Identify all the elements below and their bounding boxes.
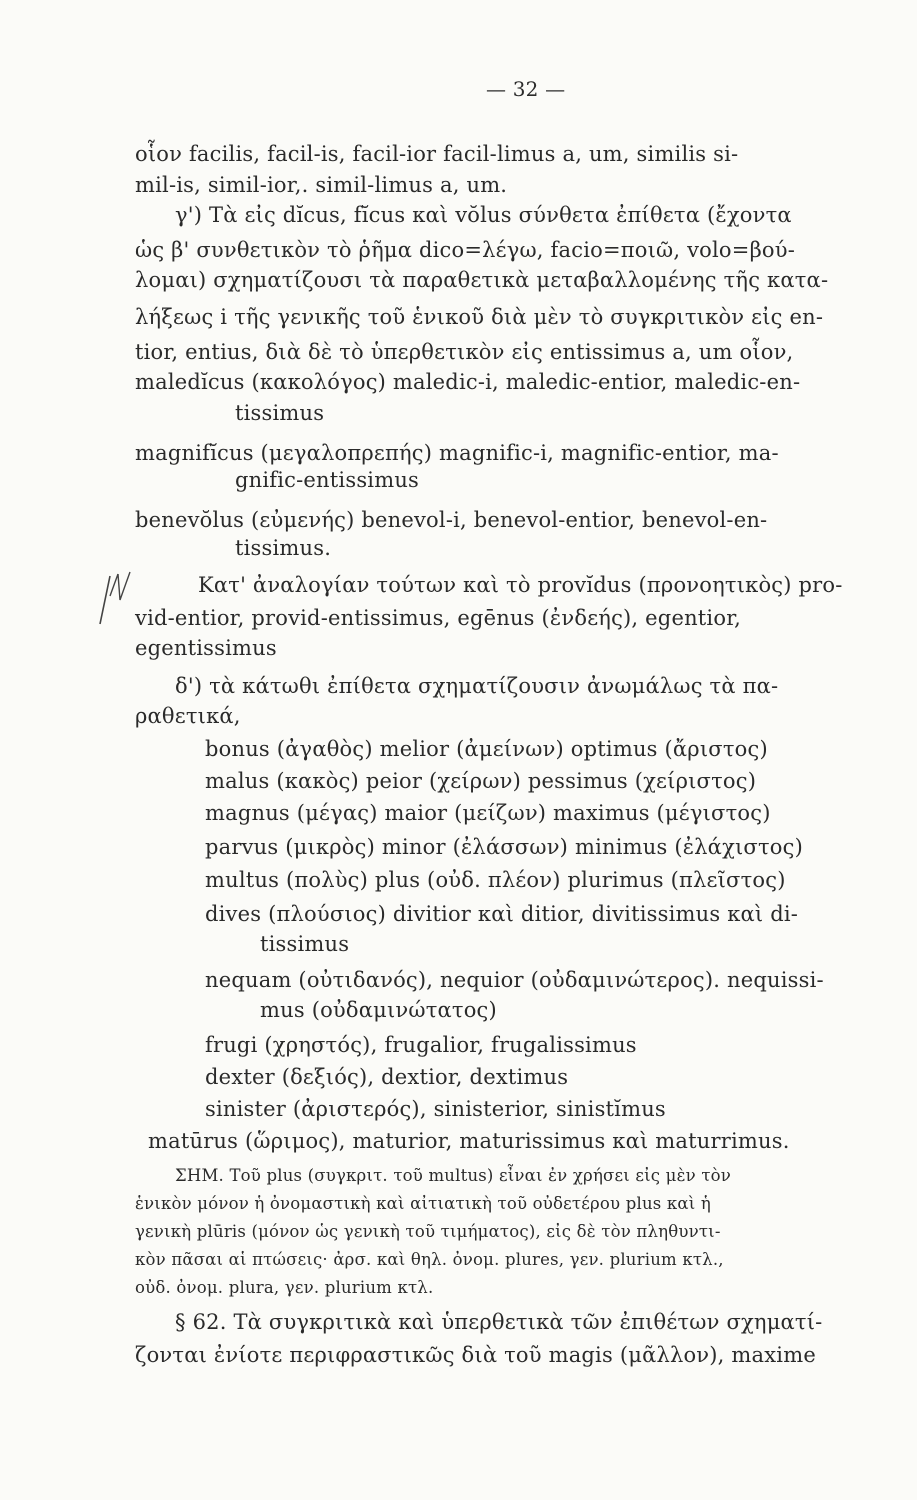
text-line: mus (οὐδαμινώτατος) <box>260 998 497 1022</box>
text-line: οἷον facilis, facil-is, facil-ior facil-limus a, um, similis si- <box>135 142 739 166</box>
note-line: οὐδ. ὀνομ. plura, γεν. plurium κτλ. <box>135 1278 434 1297</box>
text-line: sinister (ἀριστερός), sinisterior, sinistĭmus <box>205 1097 666 1121</box>
text-line: dives (πλούσιος) divitior καὶ ditior, divitissimus καὶ di- <box>205 902 799 926</box>
text-line: maledĭcus (κακολόγος) maledic-i, maledic-entior, maledic-en- <box>135 370 801 394</box>
note-line: γενικὴ plūris (μόνον ὡς γενικὴ τοῦ τιμήματος), εἰς δὲ τὸν πληθυντι- <box>135 1222 721 1241</box>
text-line: ὡς β' συνθετικὸν τὸ ῥῆμα dico=λέγω, facio=ποιῶ, volo=βού- <box>135 238 796 262</box>
text-line: tissimus <box>235 401 325 425</box>
text-line: tissimus. <box>235 536 332 560</box>
text-line: magnus (μέγας) maior (μείζων) maximus (μέγιστος) <box>205 801 771 825</box>
note-line: ἑνικὸν μόνον ἡ ὀνομαστικὴ καὶ αἰτιατικὴ τοῦ οὐδετέρου plus καὶ ἡ <box>135 1194 711 1213</box>
text-line: tior, entius, διὰ δὲ τὸ ὑπερθετικὸν εἰς entissimus a, um οἷον, <box>135 340 794 364</box>
text-line: matūrus (ὥριμος), maturior, maturissimus καὶ maturrimus. <box>148 1129 790 1153</box>
text-line: frugi (χρηστός), frugalior, frugalissimus <box>205 1033 637 1057</box>
text-line: ραθετικά, <box>135 704 241 728</box>
text-line: benevŏlus (εὐμενής) benevol-i, benevol-entior, benevol-en- <box>135 508 768 532</box>
text-line: tissimus <box>260 932 350 956</box>
handwritten-margin-mark-icon <box>96 566 132 628</box>
text-line: malus (κακὸς) peior (χείρων) pessimus (χείριστος) <box>205 769 757 793</box>
note-line: κὸν πᾶσαι αἱ πτώσεις· ἀρσ. καὶ θηλ. ὀνομ. plures, γεν. plurium κτλ., <box>135 1250 724 1269</box>
page-number: — 32 — <box>486 77 566 101</box>
text-line: λήξεως i τῆς γενικῆς τοῦ ἑνικοῦ διὰ μὲν τὸ συγκριτικὸν εἰς en- <box>135 305 824 329</box>
text-line: egentissimus <box>135 636 277 660</box>
text-line: dexter (δεξιός), dextior, dextimus <box>205 1065 569 1089</box>
section-line: ζονται ἐνίοτε περιφραστικῶς διὰ τοῦ magis (μᾶλλον), maxime <box>135 1343 816 1367</box>
text-line: gnific-entissimus <box>235 468 420 492</box>
text-line: bonus (ἀγαθὸς) melior (ἀμείνων) optimus (ἄριστος) <box>205 737 768 761</box>
text-line: vid-entior, provid-entissimus, egēnus (ἐνδεής), egentior, <box>135 606 742 630</box>
text-line: nequam (οὐτιδανός), nequior (οὐδαμινώτερος). nequissi- <box>205 968 824 992</box>
text-line: parvus (μικρὸς) minor (ἐλάσσων) minimus (ἐλάχιστος) <box>205 835 803 859</box>
note-line: ΣΗΜ. Τοῦ plus (συγκριτ. τοῦ multus) εἶναι ἐν χρήσει εἰς μὲν τὸν <box>175 1166 732 1185</box>
text-line: Κατ' ἀναλογίαν τούτων καὶ τὸ provĭdus (προνοητικὸς) pro- <box>198 573 843 597</box>
text-line: mil-is, simil-ior,. simil-limus a, um. <box>135 173 508 197</box>
text-line: γ') Τὰ εἰς dĭcus, fĭcus καὶ vŏlus σύνθετα ἐπίθετα (ἔχοντα <box>175 203 792 227</box>
section-line: § 62. Τὰ συγκριτικὰ καὶ ὑπερθετικὰ τῶν ἐπιθέτων σχηματί- <box>175 1310 823 1334</box>
text-line: multus (πολὺς) plus (οὐδ. πλέον) plurimus (πλεῖστος) <box>205 868 786 892</box>
text-line: λομαι) σχηματίζουσι τὰ παραθετικὰ μεταβαλλομένης τῆς κατα- <box>135 268 829 292</box>
text-line: δ') τὰ κάτωθι ἐπίθετα σχηματίζουσιν ἀνωμάλως τὰ πα- <box>175 674 779 698</box>
text-line: magnifĭcus (μεγαλοπρεπής) magnific-i, magnific-entior, ma- <box>135 441 779 465</box>
